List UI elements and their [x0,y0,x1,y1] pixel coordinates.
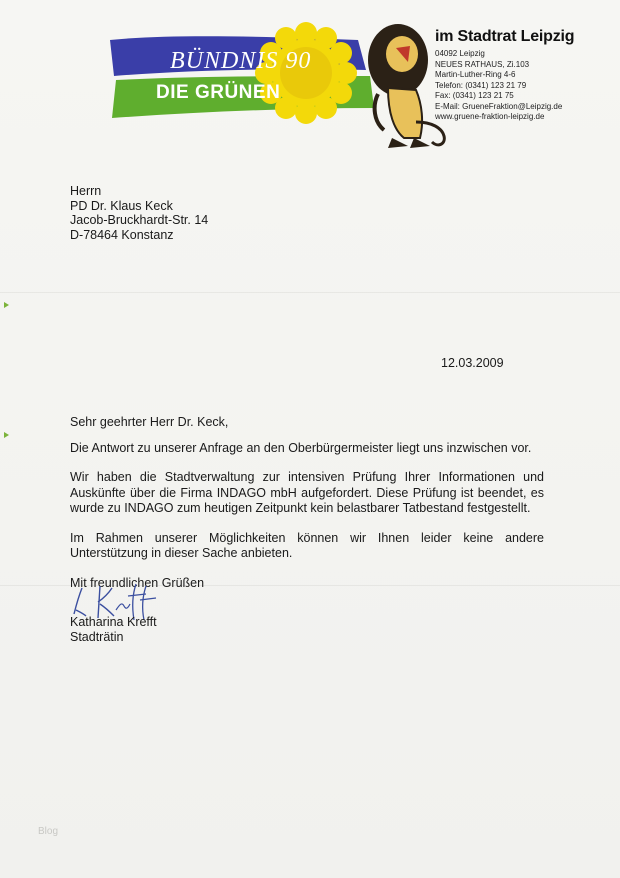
logo-line-1: BÜNDNIS 90 [170,48,312,74]
closing: Mit freundlichen Grüßen [70,575,205,590]
letterhead-line: NEUES RATHAUS, Zi.103 [435,59,530,69]
margin-marker [4,302,9,308]
logo-line-2: DIE GRÜNEN [156,82,281,103]
recipient-line: Jacob-Bruckhardt-Str. 14 [70,213,209,227]
fold-line [0,292,620,293]
letterhead-line: Martin-Luther-Ring 4-6 [435,70,516,79]
letterhead-line: 04092 Leipzig [435,49,485,58]
signer-role: Stadträtin [70,630,124,644]
recipient-line: PD Dr. Klaus Keck [70,198,173,213]
recipient-line: D-78464 Konstanz [70,227,174,242]
letter-date: 12.03.2009 [441,356,504,370]
margin-marker [4,432,9,438]
party-logo [108,18,453,150]
signer-name: Katharina Krefft [70,615,157,629]
signer-block [70,615,157,645]
lion-icon [368,24,444,148]
recipient-line: Herrn [70,184,102,198]
letterhead [435,28,615,123]
letterhead-line: Fax: (0341) 123 21 75 [435,91,514,100]
letter-body [70,415,544,605]
letterhead-website: www.gruene-fraktion-leipzig.de [435,112,545,121]
letterhead-title: im Stadtrat Leipzig [435,28,575,45]
paragraph: Die Antwort zu unserer Anfrage an den Oberbürgermeister liegt uns inzwischen vor. [70,440,532,455]
watermark: Blog [38,826,59,837]
letterhead-email: E-Mail: GrueneFraktion@Leipzig.de [435,101,563,111]
paragraph: Wir haben die Stadtverwaltung zur intensiven Prüfung Ihrer Informationen und Auskünfte über die Firma INDAGO mbH aufgefordert. Diese Prüfung ist beendet, es wurde zu INDAGO zum heutigen Zeitpunkt kein belastbarer Tatbestand festgestellt. [70,470,544,515]
letterhead-line: Telefon: (0341) 123 21 79 [435,80,527,90]
salutation: Sehr geehrter Herr Dr. Keck, [70,415,229,429]
recipient-address [70,184,208,242]
paragraph: Im Rahmen unserer Möglichkeiten können wir Ihnen leider keine andere Unterstützung in dieser Sache anbieten. [70,530,544,560]
